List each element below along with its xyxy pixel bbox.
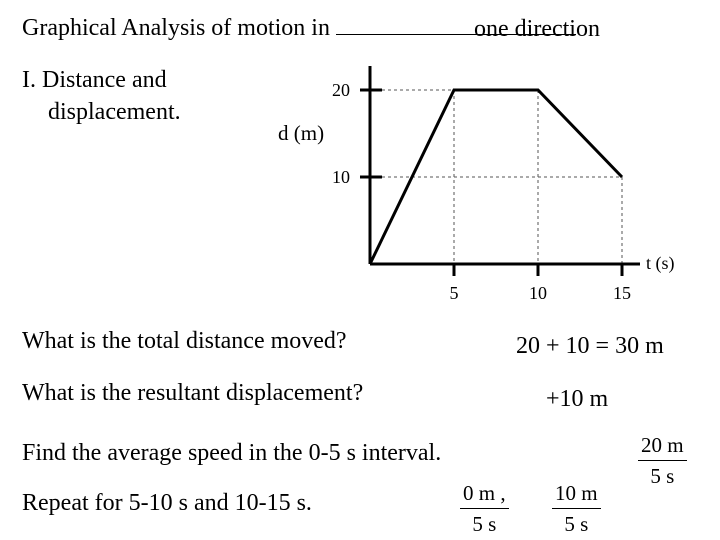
answer-speed-5-10-denominator: 5 s xyxy=(472,512,497,536)
section-heading-line2: displacement. xyxy=(48,99,181,125)
chart-ticks xyxy=(332,80,631,303)
title-text: Graphical Analysis of motion in xyxy=(22,15,330,41)
answer-speed-0-5 xyxy=(638,430,687,491)
chart-guides xyxy=(382,90,622,264)
section-heading-line1: I. Distance and xyxy=(22,67,167,93)
x-axis-label: t (s) xyxy=(646,253,675,273)
answer-speed-5-10 xyxy=(460,478,509,539)
answer-speed-0-5-numerator: 20 m xyxy=(638,430,687,461)
chart-axes xyxy=(370,66,640,264)
question-total-distance: What is the total distance moved? xyxy=(22,328,347,354)
y-axis-label: d (m) xyxy=(278,121,325,145)
answer-total-distance: 20 + 10 = 30 m xyxy=(516,333,664,359)
answer-resultant-displacement: +10 m xyxy=(546,386,609,412)
y-tick-label: 10 xyxy=(332,167,350,187)
answer-speed-10-15-numerator: 10 m xyxy=(552,478,601,509)
question-resultant-displacement: What is the resultant displacement? xyxy=(22,380,364,406)
title-blank-answer: one direction xyxy=(474,16,600,42)
y-tick-label: 20 xyxy=(332,80,350,100)
question-repeat-intervals: Repeat for 5-10 s and 10-15 s. xyxy=(22,490,312,516)
answer-speed-10-15 xyxy=(552,478,601,539)
question-average-speed: Find the average speed in the 0-5 s interval. xyxy=(22,440,442,466)
answer-speed-0-5-denominator: 5 s xyxy=(650,464,675,488)
x-tick-label: 10 xyxy=(529,283,547,303)
x-tick-label: 5 xyxy=(449,283,459,303)
x-tick-label: 15 xyxy=(613,283,631,303)
answer-speed-5-10-numerator: 0 m , xyxy=(460,478,509,509)
answer-speed-10-15-denominator: 5 s xyxy=(564,512,589,536)
